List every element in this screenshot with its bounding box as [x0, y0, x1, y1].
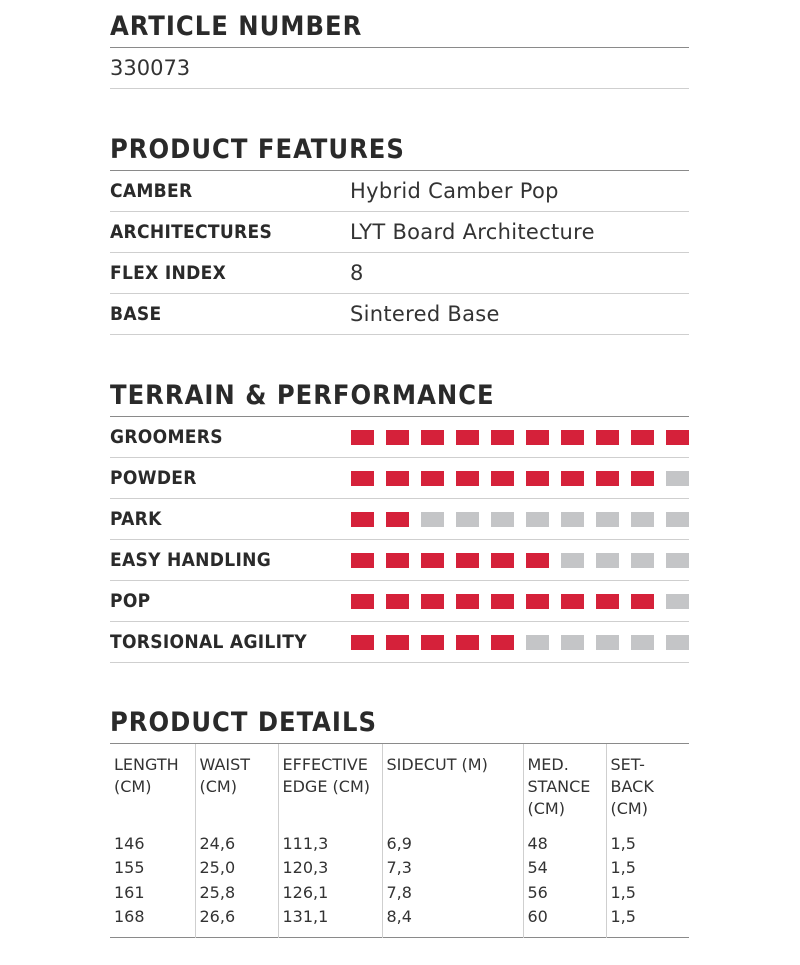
rating-segment-filled: [351, 635, 374, 650]
rating-segment-filled: [526, 553, 549, 568]
rating-segment-empty: [456, 512, 479, 527]
column-header-line: BACK: [610, 777, 654, 796]
performance-row: [110, 622, 689, 663]
feature-label: ARCHITECTURES: [110, 221, 273, 243]
table-cell: 126,1: [278, 881, 382, 906]
table-cell: 8,4: [382, 905, 523, 938]
rating-segment-filled: [666, 430, 689, 445]
column-header-line: (CM): [114, 777, 152, 796]
rating-segment-filled: [351, 553, 374, 568]
section-features: [110, 123, 689, 335]
column-header-line: (CM): [199, 777, 237, 796]
rating-segment-empty: [596, 635, 619, 650]
rating-segment-empty: [666, 512, 689, 527]
rating-segment-filled: [631, 594, 654, 609]
rating-segment-filled: [561, 471, 584, 486]
rating-segment-filled: [386, 512, 409, 527]
rating-segment-empty: [631, 553, 654, 568]
rating-segment-empty: [596, 512, 619, 527]
rating-segment-empty: [666, 594, 689, 609]
rating-segment-empty: [491, 512, 514, 527]
column-header: [606, 744, 689, 824]
table-cell: 1,5: [610, 858, 636, 878]
rating-bar: [351, 594, 689, 609]
rating-segment-filled: [386, 594, 409, 609]
rating-segment-filled: [351, 471, 374, 486]
column-header-line: (CM): [610, 799, 648, 818]
table-cell: 131,1: [278, 905, 382, 938]
rating-segment-filled: [421, 594, 444, 609]
table-cell: 146: [110, 824, 195, 856]
rating-segment-empty: [631, 635, 654, 650]
section-details: [110, 696, 689, 938]
rating-segment-empty: [666, 471, 689, 486]
table-cell: 1,5: [610, 907, 636, 926]
rating-segment-filled: [421, 471, 444, 486]
table-cell: 111,3: [278, 824, 382, 856]
table-cell: 60: [523, 905, 606, 938]
rating-segment-empty: [561, 635, 584, 650]
rating-segment-filled: [491, 471, 514, 486]
rating-segment-filled: [631, 430, 654, 445]
rating-segment-filled: [386, 635, 409, 650]
column-header: [195, 744, 278, 824]
performance-row: [110, 499, 689, 540]
column-header-line: SIDECUT (M): [386, 755, 488, 774]
column-header: [110, 744, 195, 824]
rating-segment-empty: [421, 512, 444, 527]
table-cell: 7,3: [382, 856, 523, 881]
rating-segment-empty: [526, 635, 549, 650]
rating-segment-filled: [491, 594, 514, 609]
table-cell: 26,6: [195, 905, 278, 938]
column-header: [278, 744, 382, 824]
details-table: [110, 744, 689, 938]
column-header-line: STANCE: [527, 777, 591, 796]
feature-value: 8: [350, 261, 364, 285]
feature-label: FLEX INDEX: [110, 262, 227, 284]
feature-value: Hybrid Camber Pop: [350, 179, 559, 203]
rating-segment-filled: [491, 635, 514, 650]
spec-sheet: [110, 0, 689, 938]
performance-row: [110, 417, 689, 458]
rating-segment-empty: [561, 553, 584, 568]
performance-label: EASY HANDLING: [110, 549, 272, 571]
rating-segment-filled: [456, 594, 479, 609]
rating-segment-filled: [351, 512, 374, 527]
rating-segment-filled: [491, 553, 514, 568]
table-cell: 168: [110, 905, 195, 938]
section-article: [110, 0, 689, 89]
table-cell: 54: [523, 856, 606, 881]
table-cell: 25,0: [195, 856, 278, 881]
rating-segment-filled: [386, 553, 409, 568]
table-cell: 7,8: [382, 881, 523, 906]
rating-segment-empty: [526, 512, 549, 527]
rating-segment-filled: [596, 594, 619, 609]
performance-row: [110, 458, 689, 499]
performance-label: PARK: [110, 508, 162, 530]
table-cell: 56: [523, 881, 606, 906]
rating-segment-filled: [421, 635, 444, 650]
rating-segment-filled: [631, 471, 654, 486]
rating-segment-filled: [456, 471, 479, 486]
table-row: [110, 856, 689, 881]
rating-segment-filled: [456, 553, 479, 568]
rating-segment-filled: [351, 430, 374, 445]
rating-segment-filled: [456, 430, 479, 445]
column-header-line: (CM): [527, 799, 565, 818]
feature-value: Sintered Base: [350, 302, 500, 326]
performance-row: [110, 581, 689, 622]
rating-segment-filled: [526, 594, 549, 609]
performance-row: [110, 540, 689, 581]
performance-list: [110, 417, 689, 663]
details-header-row: [110, 744, 689, 824]
article-number-heading: ARTICLE NUMBER: [110, 0, 689, 48]
performance-label: TORSIONAL AGILITY: [110, 631, 307, 653]
table-cell: 1,5: [610, 882, 636, 902]
column-header-line: SET-: [610, 755, 645, 774]
article-number-value: 330073: [110, 48, 689, 89]
table-cell: 161: [110, 881, 195, 906]
rating-bar: [351, 512, 689, 527]
performance-label: POP: [110, 590, 151, 612]
table-cell: 48: [523, 824, 606, 856]
table-cell: 155: [110, 856, 195, 881]
section-terrain: [110, 369, 689, 663]
rating-segment-filled: [561, 430, 584, 445]
rating-segment-empty: [666, 635, 689, 650]
rating-segment-filled: [491, 430, 514, 445]
column-header-line: MED.: [527, 755, 569, 774]
column-header-line: WAIST: [199, 755, 251, 774]
rating-segment-filled: [596, 471, 619, 486]
table-cell: 25,8: [195, 881, 278, 906]
performance-label: GROOMERS: [110, 426, 223, 448]
terrain-performance-heading: TERRAIN & PERFORMANCE: [110, 369, 689, 417]
feature-label: BASE: [110, 303, 162, 325]
rating-bar: [351, 553, 689, 568]
rating-segment-filled: [596, 430, 619, 445]
rating-segment-empty: [666, 553, 689, 568]
column-header: [382, 744, 523, 824]
rating-segment-empty: [631, 512, 654, 527]
product-features-heading: PRODUCT FEATURES: [110, 123, 689, 171]
performance-label: POWDER: [110, 467, 197, 489]
table-row: [110, 881, 689, 906]
column-header: [523, 744, 606, 824]
rating-segment-filled: [456, 635, 479, 650]
rating-bar: [351, 635, 689, 650]
table-cell: 120,3: [278, 856, 382, 881]
table-cell: 1,5: [610, 834, 636, 853]
feature-row: [110, 294, 689, 335]
rating-segment-filled: [351, 594, 374, 609]
rating-segment-empty: [596, 553, 619, 568]
feature-row: [110, 253, 689, 294]
table-row: [110, 824, 689, 856]
rating-segment-filled: [421, 430, 444, 445]
feature-value: LYT Board Architecture: [350, 220, 595, 244]
column-header-line: EDGE (CM): [282, 777, 370, 796]
table-cell: 6,9: [382, 824, 523, 856]
rating-segment-filled: [386, 471, 409, 486]
rating-segment-filled: [561, 594, 584, 609]
column-header-line: LENGTH: [114, 755, 179, 774]
feature-row: [110, 212, 689, 253]
rating-segment-empty: [561, 512, 584, 527]
table-row: [110, 905, 689, 938]
product-details-heading: PRODUCT DETAILS: [110, 696, 689, 744]
feature-label: CAMBER: [110, 180, 193, 202]
rating-segment-filled: [386, 430, 409, 445]
feature-row: [110, 171, 689, 212]
rating-segment-filled: [526, 430, 549, 445]
table-cell: 24,6: [195, 824, 278, 856]
rating-bar: [351, 471, 689, 486]
feature-list: [110, 171, 689, 335]
rating-segment-filled: [421, 553, 444, 568]
details-body: [110, 824, 689, 938]
rating-segment-filled: [526, 471, 549, 486]
rating-bar: [351, 430, 689, 445]
column-header-line: EFFECTIVE: [282, 755, 368, 774]
